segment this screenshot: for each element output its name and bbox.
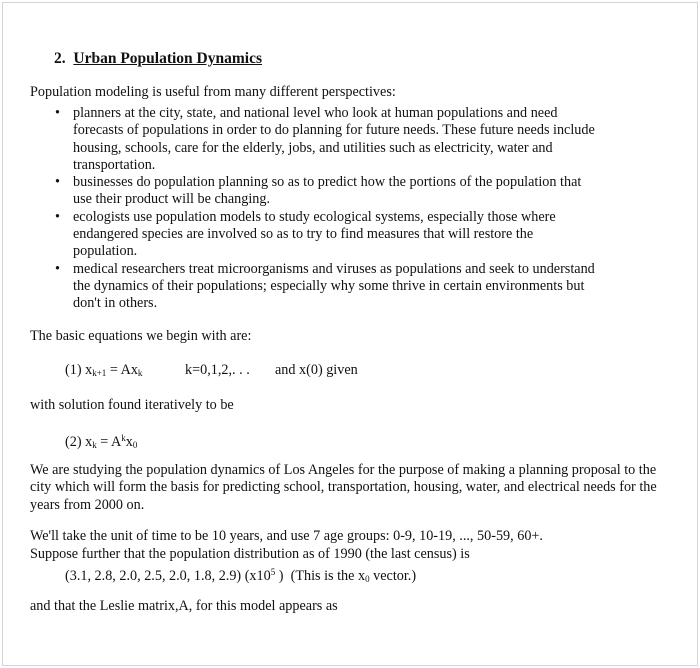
equation-1: (1) $x_{k+1} = Ax_k$ (65, 362, 143, 378)
leslie-matrix-line: and that the Leslie matrix,A, for this model appears as (30, 598, 338, 614)
list-item: • businesses do population planning so as to predict how the portions of the population that use their product will be changing. (55, 174, 600, 209)
list-item: • planners at the city, state, and national level who look at human populations and need forecasts of populations in order to do planning for future needs. These future needs include housing, schools, care for the elderly, jobs, and utilities such as electricity, water and transportation. (55, 105, 600, 174)
equation-1-given: and x(0) given (275, 362, 358, 378)
section-title: Urban Population Dynamics (73, 50, 262, 67)
section-heading (54, 50, 262, 67)
distribution-line: Suppose further that the population distribution as of 1990 (the last census) is (30, 546, 470, 562)
equation-2: (2) $x_k = A^kx_0$ (65, 433, 138, 450)
list-item: • medical researchers treat microorganisms and viruses as populations and seek to understand the dynamics of their populations; especially why some thrive in certain environments but don't in others. (55, 261, 600, 313)
perspectives-list (55, 105, 600, 313)
population-vector: (3.1, 2.8, 2.0, 2.5, 2.0, 1.8, 2.9) ($x10^5$ ) (This is the $x_0$ vector.) (65, 567, 417, 584)
list-item: • ecologists use population models to study ecological systems, especially those where endangered species are involved so as to try to find measures that will restore the population. (55, 209, 600, 261)
solution-intro: with solution found iteratively to be (30, 397, 234, 413)
time-unit-line: We'll take the unit of time to be 10 years, and use 7 age groups: 0-9, 10-19, ..., 50-59, 60+. (30, 528, 543, 544)
section-number: 2. (54, 50, 66, 67)
equation-1-range: k=0,1,2,. . . (185, 362, 250, 378)
intro-text: Population modeling is useful from many different perspectives: (30, 84, 396, 100)
basic-equations-intro: The basic equations we begin with are: (30, 328, 252, 344)
los-angeles-paragraph: We are studying the population dynamics of Los Angeles for the purpose of making a planning proposal to the city which will form the basis for predicting school, transportation, housing, water, and electrical needs for the years from 2000 on. (30, 462, 657, 513)
